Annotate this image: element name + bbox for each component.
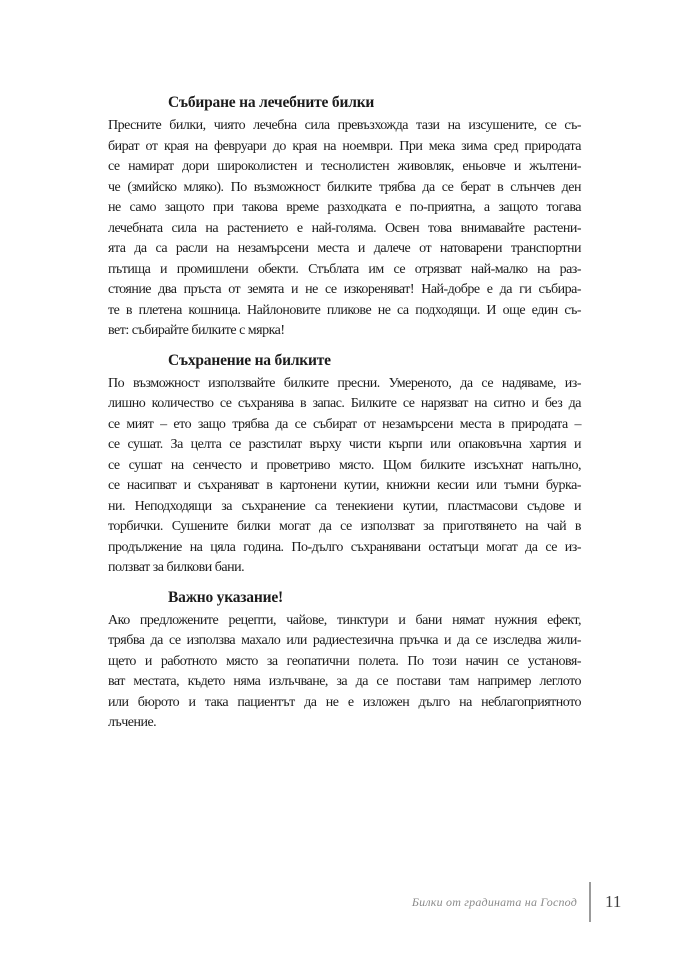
text-line: вет: събирайте билките с мярка! xyxy=(108,323,285,338)
text-line: се намират дори широколистен и теснолистен живовляк, еньовче и жълтени- xyxy=(108,159,581,174)
text-line: че (змийско мляко). По възможност билките трябва да се берат в слънчев ден xyxy=(108,179,581,195)
running-title: Билки от градината на Господ xyxy=(411,894,577,909)
section-heading: Важно указание! xyxy=(168,588,283,606)
page-content xyxy=(108,93,581,734)
text-line: трябва да се използва махало или радиестезична пръчка и да се изследва жили- xyxy=(108,633,581,648)
text-line: се сушат. За целта се разстилат върху чисти кърпи или опаковъчна хартия и xyxy=(108,437,581,452)
text-line: се мият – ето защо трябва да се събират от незамърсени места в природата – xyxy=(108,416,581,432)
text-line: ни. Неподходящи за съхранение са тенекиени кутии, пластмасови съдове и xyxy=(108,498,581,514)
paragraph xyxy=(108,116,581,342)
text-line: не само защото при такова време разходката е по-приятна, а защото тогава xyxy=(108,200,581,215)
paragraph xyxy=(108,611,581,734)
text-line: ползват за билкови бани. xyxy=(108,560,245,575)
text-line: лишно количество се съхранява в запас. Билките се нарязват на ситно и без да xyxy=(108,396,581,411)
footer-divider xyxy=(589,882,591,922)
text-line: те в плетена кошница. Найлоновите пликове не са подходящи. И още един съ- xyxy=(108,302,581,318)
text-line: се сушат на сенчесто и проветриво място. Щом билките изсъхнат напълно, xyxy=(108,457,581,473)
text-line: Пресните билки, чиято лечебна сила превъзхожда тази на изсушените, се съ- xyxy=(108,118,581,133)
text-line: стояние два пръста от земята и не се изкореняват! Най-добре е да ги събира- xyxy=(108,282,581,297)
text-line: По възможност използвайте билките пресни. Умереното, да се надяваме, из- xyxy=(108,375,581,391)
text-line: се насипват и съхраняват в картонени кутии, книжни кесии или тъмни бурка- xyxy=(108,478,581,493)
text-line: ята да са расли на незамърсени места и далече от натоварени транспортни xyxy=(108,241,581,256)
text-line: лъчение. xyxy=(108,715,157,730)
text-line: щето и работното място за геопатични полета. По този начин се установя- xyxy=(108,653,581,669)
paragraph xyxy=(108,374,581,579)
page-footer xyxy=(0,882,625,922)
text-line: торбички. Сушените билки могат да се използват за приготвянето на чай в xyxy=(108,519,581,534)
text-line: бират от края на февруари до края на ноември. При мека зима сред природата xyxy=(108,138,581,154)
section-heading: Събиране на лечебните билки xyxy=(168,94,375,111)
section-heading: Съхранение на билките xyxy=(168,351,331,369)
text-line: лечебната сила на растението е най-голяма. Освен това внимавайте растени- xyxy=(108,220,581,236)
text-line: Ако предложените рецепти, чайове, тинктури и бани нямат нужния ефект, xyxy=(108,612,581,628)
text-line: пътища и промишлени обекти. Стъблата им се отрязват най-малко на раз- xyxy=(108,261,581,277)
page-number: 11 xyxy=(605,892,622,911)
text-line: или бюрото и така пациентът да не е изложен дълго на неблагоприятното xyxy=(108,694,581,710)
text-line: продължение на цяла година. По-дълго съхранявани остатъци могат да се из- xyxy=(108,539,581,555)
text-line: ват местата, където няма излъчване, за да се постави там например леглото xyxy=(108,674,581,689)
